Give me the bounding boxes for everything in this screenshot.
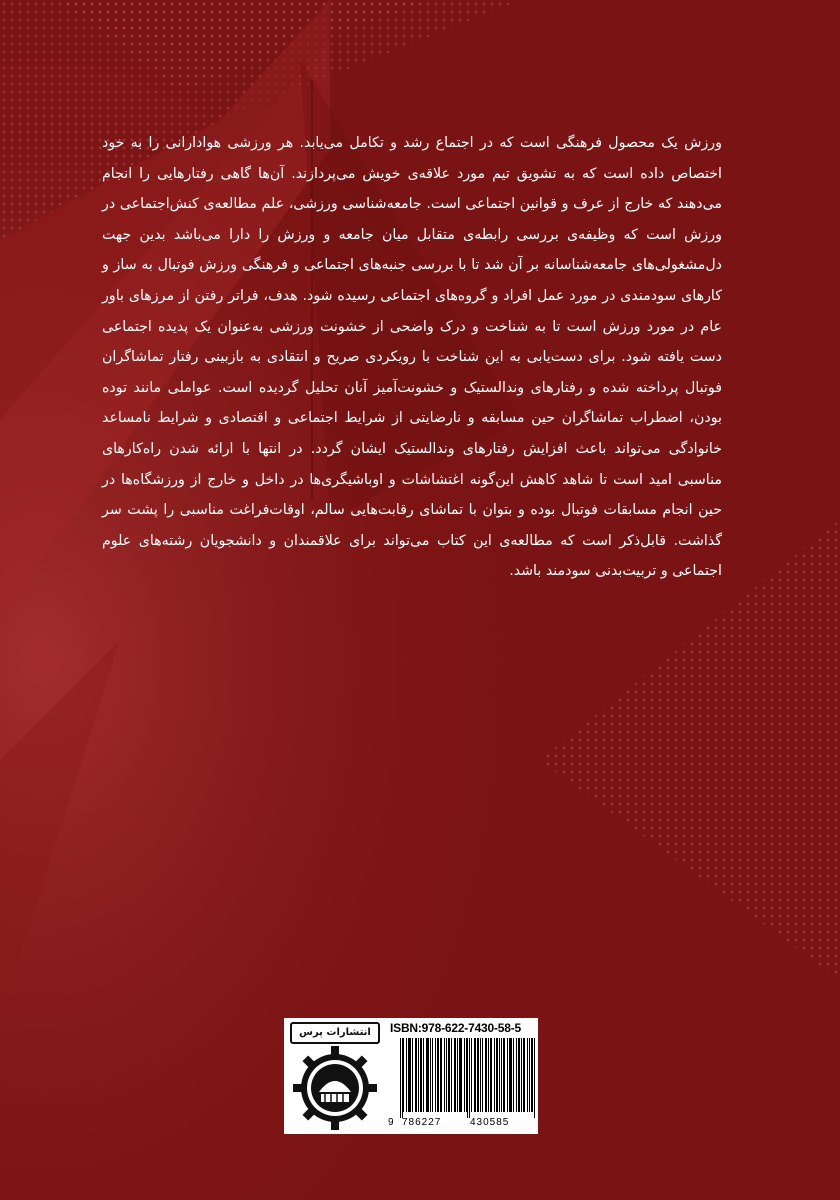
barcode-bar <box>415 1038 416 1112</box>
publisher-name: انتشارات پرس <box>290 1022 380 1044</box>
isbn-number: ISBN:978-622-7430-58-5 <box>390 1021 522 1035</box>
barcode-bar <box>461 1038 462 1112</box>
barcode-bar <box>497 1038 498 1112</box>
barcode-bar <box>509 1038 510 1112</box>
barcode-bar <box>408 1038 409 1112</box>
barcode-bar <box>478 1038 479 1112</box>
barcode-bar <box>496 1038 497 1112</box>
barcode-bar <box>532 1038 533 1112</box>
barcode-bar <box>423 1038 424 1112</box>
barcode-bar <box>412 1038 413 1112</box>
barcode-bar <box>491 1038 492 1112</box>
barcode-bar <box>449 1038 450 1112</box>
barcode-bar <box>455 1038 456 1112</box>
barcode-bar <box>440 1038 441 1112</box>
barcode-bar <box>480 1038 481 1112</box>
blurb-paragraph: ورزش یک محصول فرهنگی است که در اجتماع رشد و تکامل می‌یابد. هر ورزشی هوادارانی را به خود اختصاص داده است که به تشویق تیم مورد علاقه‌ی خویش می‌پردازند. آن‌ها گاهی رفتارهایی را انجام می‌دهند که خارج از عرف و قوانین اجتماعی است. جامعه‌شناسی ورزشی، علم مطالعه‌ی کنش‌اجتماعی در ورزش است که وظیفه‌ی بررسی رابطه‌ی متقابل میان جامعه و ورزش را دارا می‌باشد بدین جهت دل‌مشغولی‌های جامعه‌شناسانه بر آن شد تا با بررسی جنبه‌های اجتماعی و فرهنگی ورزش فوتبال به ساز و کارهای سودمندی در مورد عمل افراد و گروه‌های اجتماعی رسیده شود. هدف، فراتر رفتن از مرزهای باور عام در مورد ورزش است تا به شناخت و درک واضحی از خشونت ورزشی به‌عنوان یک پدیده اجتماعی دست یافته شود. برای دست‌یابی به این شناخت با رویکردی صریح و انتقادی به بازبینی رفتار تماشاگران فوتبال پرداخته شده و رفتارهای وندالستیک و خشونت‌آمیز آنان تحلیل گردیده است. عواملی مانند توده بودن، اضطراب تماشاگران حین مسابقه و نارضایتی از شرایط اجتماعی و اقتصادی و شرایط نامساعد خانوادگی می‌تواند باعث افزایش رفتارهای وندالستیک ایشان گردد. در انتها با ارائه شدن راه‌کارهای مناسبی امید است تا شاهد کاهش این‌گونه اغتشاشات و اوباشیگری‌ها در داخل و خارج از ورزشگاه‌ها در حین انجام مسابقات فوتبال بوده و بتوان با تماشای رقابت‌هایی سالم، اوقات‌فراغت مناسبی را پشت سر گذاشت. قابل‌ذکر است که مطالعه‌ی این کتاب می‌تواند برای علاقمندان و دانشجویان رشته‌های علوم اجتماعی و تربیت‌بدنی سودمند باشد. <box>102 135 722 580</box>
barcode-bar <box>494 1038 495 1112</box>
barcode-panel <box>386 1018 538 1134</box>
barcode-bar <box>534 1038 535 1118</box>
barcode-bar <box>459 1038 460 1112</box>
barcode-bar <box>409 1038 410 1112</box>
barcode-bar <box>488 1038 489 1112</box>
barcode-bar <box>416 1038 417 1112</box>
barcode-bar <box>490 1038 491 1112</box>
barcode-bar <box>467 1038 468 1118</box>
barcode-digits-left: 786227 <box>402 1117 442 1128</box>
barcode-bar <box>435 1038 436 1112</box>
barcode-bar <box>518 1038 519 1112</box>
barcode-bar <box>499 1038 500 1112</box>
barcode-bar <box>400 1038 401 1118</box>
barcode-bar <box>485 1038 486 1112</box>
barcode-bar <box>410 1038 411 1112</box>
back-cover-blurb <box>102 128 722 587</box>
barcode-bar <box>516 1038 517 1112</box>
barcode-bar <box>430 1038 431 1112</box>
barcode-bar <box>513 1038 514 1112</box>
barcode-bar <box>426 1038 427 1112</box>
publisher-emblem-icon <box>284 1018 386 1134</box>
barcode-bar <box>406 1038 407 1112</box>
barcode-bar <box>418 1038 419 1112</box>
barcode-bar <box>466 1038 467 1112</box>
barcode-bar <box>521 1038 522 1112</box>
barcode-bar <box>527 1038 528 1112</box>
barcode-bar <box>460 1038 461 1112</box>
barcode-bar <box>524 1038 525 1112</box>
barcode-bar <box>444 1038 445 1112</box>
barcode-bar <box>420 1038 421 1112</box>
barcode-bar <box>482 1038 483 1112</box>
barcode-bars <box>388 1038 536 1118</box>
barcode-bar <box>421 1038 422 1112</box>
barcode-bar <box>427 1038 428 1112</box>
barcode-bar <box>428 1038 429 1112</box>
barcode-bar <box>503 1038 504 1112</box>
barcode-bar <box>454 1038 455 1112</box>
publisher-logo <box>284 1018 386 1134</box>
barcode-bar <box>451 1038 452 1112</box>
barcode-digits-right: 430585 <box>470 1117 510 1128</box>
barcode-bar <box>501 1038 502 1112</box>
barcode-bar <box>402 1038 403 1118</box>
barcode-bar <box>531 1038 532 1112</box>
barcode-bar <box>510 1038 511 1112</box>
barcode-bar <box>475 1038 476 1112</box>
barcode-bar <box>438 1038 439 1112</box>
barcode-bar <box>471 1038 472 1112</box>
barcode-bar <box>511 1038 512 1112</box>
barcode-bar <box>477 1038 478 1112</box>
barcode-bar <box>448 1038 449 1112</box>
barcode-bar <box>469 1038 470 1118</box>
barcode-bar <box>464 1038 465 1112</box>
barcode-bar <box>504 1038 505 1112</box>
barcode-bar <box>529 1038 530 1112</box>
barcode-bar <box>507 1038 508 1112</box>
barcode-bar <box>519 1038 520 1112</box>
barcode-bar <box>523 1038 524 1112</box>
barcode-bar <box>441 1038 442 1112</box>
barcode-digit-lead: 9 <box>388 1117 395 1128</box>
barcode-bar <box>403 1038 404 1112</box>
barcode-bar <box>432 1038 433 1112</box>
barcode-bar <box>474 1038 475 1112</box>
barcode-bar <box>437 1038 438 1112</box>
barcode-bar <box>486 1038 487 1112</box>
barcode-bar <box>446 1038 447 1112</box>
barcode-bar <box>457 1038 458 1112</box>
